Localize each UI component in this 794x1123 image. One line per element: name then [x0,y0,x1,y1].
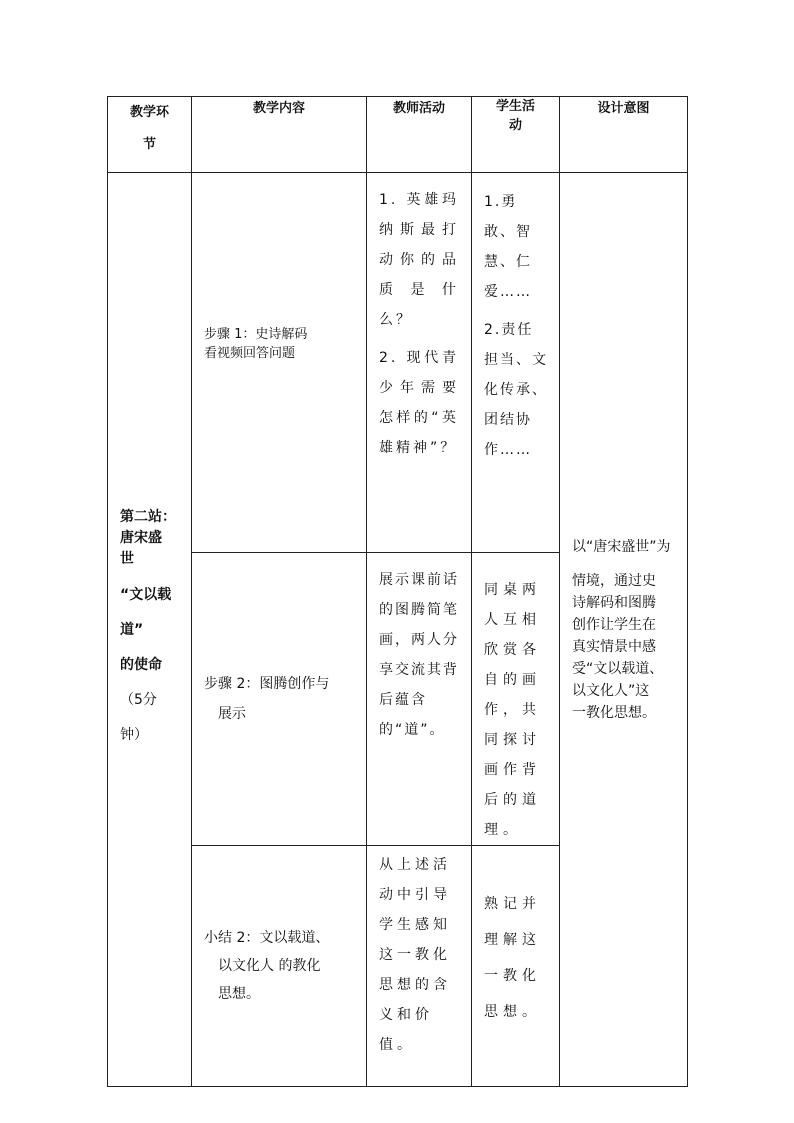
header-intent: 设计意图 [560,97,688,173]
lesson-plan-table [107,96,688,1087]
header-content: 教学内容 [192,97,367,173]
teacher-step1: 1. 英雄玛纳斯最打动你的品质是什么？ 2. 现代青少年需要怎样的“英雄精神”？ [367,173,472,553]
header-teacher: 教师活动 [367,97,472,173]
student-step1: 1.勇敢、智慧、仁爱…… 2.责任担当、文化传承、团结协作…… [472,173,560,553]
student-summary2: 熟记并理解这一教化思想。 [472,846,560,1087]
header-stage: 教学环 节 [108,97,192,173]
table-row [108,173,688,553]
content-step1: 步骤 1：史诗解码 看视频回答问题 [192,173,367,553]
teacher-summary2: 从上述活动中引导学生感知这一教化思想的含义和价值。 [367,846,472,1087]
stage-cell: 第二站： 唐宋盛 世 “文以载 道” 的使命 （5分 钟） [108,173,192,1087]
teacher-step2: 展示课前话的图腾简笔画，两人分享交流其背后蕴含的“道”。 [367,553,472,846]
content-summary2: 小结 2：文以载道、 以文化人 的教化 思想。 [192,846,367,1087]
content-step2: 步骤 2：图腾创作与 展示 [192,553,367,846]
design-intent-cell: 以“唐宋盛世”为 情境，通过史 诗解码和图腾 创作让学生在 真实情景中感 受“文以载道、 以文化人”这 一教化思想。 [560,173,688,1087]
header-student: 学生活 动 [472,97,560,173]
student-step2: 同桌两人互相欣赏各自的画作，共同探讨画作背后的道理。 [472,553,560,846]
header-row [108,97,688,173]
